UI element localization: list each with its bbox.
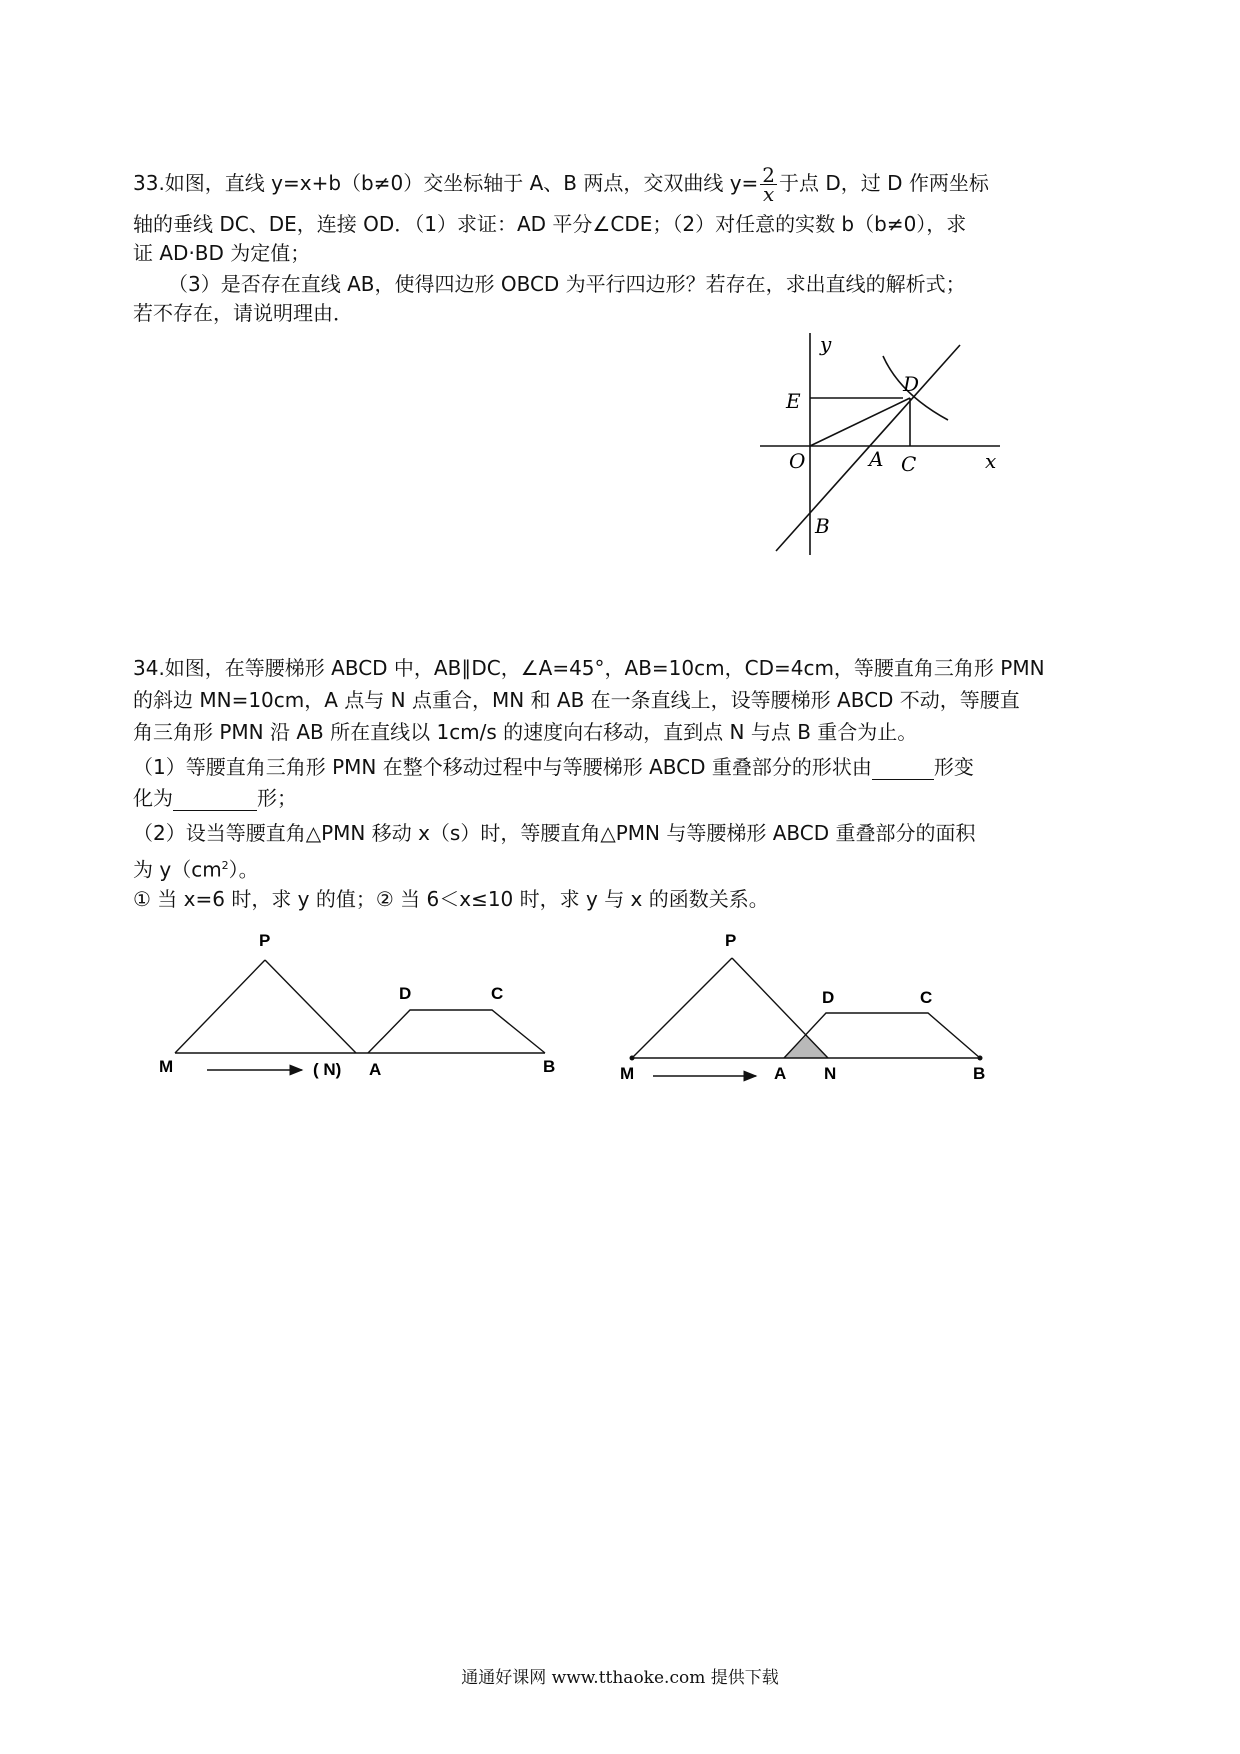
q33-line2: 轴的垂线 DC、DE，连接 OD．（1）求证：AD 平分∠CDE；（2）对任意的实数 b（b≠0），求 xyxy=(133,212,967,236)
fig2-label-n: N xyxy=(824,1064,837,1083)
q33-line1-b: 于点 D，过 D 作两坐标 xyxy=(779,171,989,195)
fraction-numerator: 2 xyxy=(762,163,776,187)
fig2-side-pm xyxy=(632,958,732,1058)
fig1-label-b: B xyxy=(543,1057,556,1076)
q34-line2: 的斜边 MN=10cm，A 点与 N 点重合，MN 和 AB 在一条直线上，设等腰梯形 ABCD 不动，等腰直 xyxy=(133,688,1020,712)
q33-line4: （3）是否存在直线 AB，使得四边形 OBCD 为平行四边形？若存在，求出直线的解析式； xyxy=(168,272,966,296)
q33-line3: 证 AD·BD 为定值； xyxy=(133,241,311,265)
fig1-label-p: P xyxy=(259,931,271,950)
label-a: A xyxy=(869,447,884,471)
fig1-label-c: C xyxy=(491,984,504,1003)
q34-line5-a: 化为 xyxy=(133,786,173,810)
q34-line5-b: 形； xyxy=(257,786,297,810)
q34-figure-1 xyxy=(175,960,545,1070)
q34-figure-2 xyxy=(632,958,980,1076)
fig1-label-a: A xyxy=(369,1060,382,1079)
label-y: y xyxy=(820,332,832,356)
q34-line1: 34.如图，在等腰梯形 ABCD 中，AB∥DC，∠A=45°，AB=10cm，CD=4cm，等腰直角三角形 PMN xyxy=(133,656,1045,680)
fig1-side-pn xyxy=(265,960,356,1053)
label-c: C xyxy=(901,452,917,476)
fig2-label-m: M xyxy=(620,1064,635,1083)
fig2-side-pn xyxy=(732,958,828,1058)
page-footer: 通通好课网 www.tthaoke.com 提供下载 xyxy=(461,1668,779,1688)
fig2-overlap-shade xyxy=(784,1036,828,1058)
superscript-2: 2 xyxy=(221,859,229,872)
label-o: O xyxy=(789,449,806,473)
label-d: D xyxy=(903,372,920,396)
q34-line8: ① 当 x=6 时，求 y 的值；② 当 6＜x≤10 时，求 y 与 x 的函数关系。 xyxy=(133,887,769,911)
q33-line1-a: 33.如图，直线 y=x+b（b≠0）交坐标轴于 A、B 两点，交双曲线 y= xyxy=(133,171,759,195)
q34-line3: 角三角形 PMN 沿 AB 所在直线以 1cm/s 的速度向右移动，直到点 N 与点 B 重合为止。 xyxy=(133,720,918,744)
fig1-label-d: D xyxy=(399,984,412,1003)
q33-line5: 若不存在，请说明理由． xyxy=(133,301,353,325)
fig2-label-p: P xyxy=(725,931,737,950)
label-x: x xyxy=(985,449,997,473)
fraction-denominator: x xyxy=(763,182,775,206)
q34-line4-b: 形变 xyxy=(933,755,974,779)
fig2-label-b: B xyxy=(973,1064,986,1083)
label-b: B xyxy=(815,514,830,538)
fig1-trapezoid xyxy=(368,1010,545,1053)
fig2-label-d: D xyxy=(822,988,835,1007)
fig1-label-n: ( N) xyxy=(313,1060,342,1079)
fig2-label-c: C xyxy=(920,988,933,1007)
fig2-point-b xyxy=(978,1056,983,1061)
fig1-label-m: M xyxy=(159,1057,174,1076)
fig1-side-pm xyxy=(175,960,265,1053)
q34-line7-a: 为 y（cm xyxy=(133,857,222,882)
q34-line6: （2）设当等腰直角△PMN 移动 x（s）时，等腰直角△PMN 与等腰梯形 ABCD 重叠部分的面积 xyxy=(133,821,976,845)
fig2-label-a: A xyxy=(774,1064,787,1083)
fig2-point-m xyxy=(630,1056,635,1061)
q34-line4-a: （1）等腰直角三角形 PMN 在整个移动过程中与等腰梯形 ABCD 重叠部分的形状由 xyxy=(133,755,872,779)
q34-line7-b: ）。 xyxy=(228,857,259,882)
label-e: E xyxy=(786,389,801,413)
